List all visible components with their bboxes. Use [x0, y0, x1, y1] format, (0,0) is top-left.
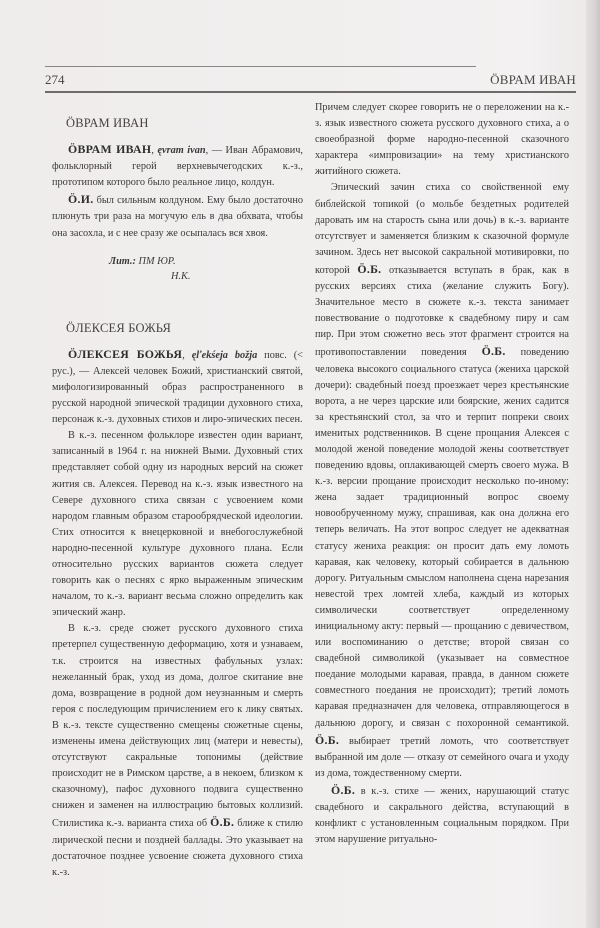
- literature-label: Лит.:: [109, 255, 136, 267]
- entry-paragraph: Ö.Б. в к.-з. стихе — жених, нарушающий статус свадебного и сакрального действа, вступающий в конфликт с установленным социальным порядком. При этом нарушение ритуально-: [315, 782, 569, 846]
- entry-heading-ovram-ivan: ÖВРАМ ИВАН: [66, 116, 149, 130]
- header-rule-top: [45, 66, 476, 67]
- entry-paragraph: В к.-з. песенном фольклоре известен один вариант, записанный в 1964 г. на нижней Выми. Духовный стих представляет собой одну из народных версий на сюжет жития св. Алексея. Перевод на к.-з. язык известного на Севере духовного стиха связан с усвоением коми народом главным образом старообрядческой идеологии. Стих относится к внецерковной и внебогослужебной народно-песенной культуре духовного плана. Если относительно русских вариантов сюжета следует говорить как о песнях с ярко выраженным эпическим началом, то к.-з. вариант весьма сложно определить как эпический жанр.: [52, 430, 303, 619]
- running-head: [45, 72, 576, 90]
- entry-paragraph: В к.-з. среде сюжет русского духовного стиха претерпел существенную деформацию, хотя и узнаваем, т.к. строится на известных фабульных узлах: нежеланный брак, уход из дома, долгое скитание вне дома, возвращение в родной дом неузнанным и смерть героя с последующим причислением его к лику святых. В к.-з. тексте существенно смещены сюжетные сцены, изменены имена действующих лиц (матери и невесты), отсутствуют сакральные топонимы (действие происходит не в Римском царстве, а в некоем, близком к сказочному), пафос духовного подвига существенно снижен и заменен на иллюстрацию бытовых коллизий. Стилистика к.-з. варианта стиха об Ö.Б. ближе к стилю лирической песни и поздней баллады. Это указывает на достаточное позднее усвоение сюжета духовного стиха к.-з.: [52, 623, 303, 878]
- abbreviation: Ö.Б.: [331, 782, 356, 797]
- literature-reference: [109, 254, 303, 284]
- abbreviation: Ö.Б.: [210, 815, 235, 830]
- abbreviation: Ö.Б.: [315, 732, 340, 747]
- author-initials: Н.К.: [171, 270, 191, 282]
- entry-paragraph: Ö.И. был сильным колдуном. Ему было достаточно плюнуть три раза на могучую ель в два обхвата, чтобы она засохла, и с нее сразу же осыпалась вся хвоя.: [52, 192, 303, 239]
- entry-paragraph: Причем следует скорее говорить не о переложении на к.-з. язык известного сюжета русского духовного стиха, а о своеобразной форме народно-песенной сказочного характера «импровизации» на тему христианского житийного сюжета.: [315, 102, 569, 178]
- entry-paragraph: ÖЛЕКСЕЯ БОЖЬЯ, ęľekśeja božja повс. (< рус.), — Алексей человек Божий, христианский святой, мифологизированный образ распространенного в русской народной эпической традиции духовного стиха, персонаж к.-з. духовных стихов и лиро-эпических песен.: [52, 346, 303, 426]
- transliteration: ęvram ivan: [157, 145, 206, 157]
- running-title: ÖВРАМ ИВАН: [490, 72, 576, 87]
- page-number: 274: [45, 72, 65, 87]
- headword: ÖВРАМ ИВАН: [68, 142, 152, 157]
- abbreviation: Ö.И.: [68, 192, 94, 207]
- right-column: [315, 100, 569, 848]
- left-column: [52, 103, 303, 881]
- page-edge-shadow: [586, 0, 600, 928]
- literature-value: ПМ ЮР.: [135, 255, 176, 267]
- transliteration: ęľekśeja božja: [191, 349, 258, 361]
- abbreviation: Ö.Б.: [357, 261, 382, 276]
- abbreviation: Ö.Б.: [481, 344, 506, 359]
- entry-heading-oleksey-bozhya: ÖЛЕКСЕЯ БОЖЬЯ: [66, 320, 172, 335]
- headword: ÖЛЕКСЕЯ БОЖЬЯ: [68, 346, 183, 361]
- header-rule-bottom: [45, 91, 576, 93]
- entry-paragraph: ÖВРАМ ИВАН, ęvram ivan, — Иван Абрамович, фольклорный герой верхневычегодских к.-з., прототипом которого было реальное лицо, колдун.: [52, 142, 303, 189]
- entry-paragraph: Эпический зачин стиха со свойственной ему библейской топикой (о мольбе бездетных родителей даровать им на старость сына или дочь) в к.-з. варианте отсутствует и заменяется близким к сказочной формуле зачином. Здесь нет высокой сакральной мотивировки, по которой Ö.Б. отказывается вступать в брак, как в русских версиях стиха (желание служить Богу). Значительное место в сюжете к.-з. текста занимает повествование о подготовке к свадебному пиру и сам пир. При этом сюжетно весь этот фрагмент строится на противопоставлении поведения Ö.Б. поведению человека высокого социального статуса (жениха царской дочери): свадебный поезд проезжает через крестьянские ворота, а не через царские или боярские, жених садится за крестьянский стол, за что и терпит попреки своих именитых родственников. В сцене прощания Алексея с молодой женой поведение молодой жены соответствует поведению вдовы, оплакивающей смерть своего мужа. В к.-з. версии прощание происходит несколько по-иному: жена задает традиционный вопрос своему новообрученному мужу, спрашивая, как она должна его теперь величать. На этот вопрос следует не адекватная статусу жениха реакция: он просит дать ему ломоть каравая, как человеку, который собирается в дальнюю дорогу. Ритуальным смыслом наполнена сцена нарезания невестой трех ломтей хлеба, каждый из которых символически соответствует определенному инициальному акту: первый — прощанию с девичеством, или воспоминанию о детстве; второй связан со свадебной символикой (указывает на совместное поедание молодыми каравая, правда, в данном сюжете совместного поедания не происходит); третий ломоть каравая предназначен для человека, отправляющегося в дальнюю дорогу, и связан с похоронной семантикой. Ö.Б. выбирает третий ломоть, что соответствует выбранной им доле — отказу от семейного очага и уходу из дома, тождественному смерти.: [315, 182, 569, 779]
